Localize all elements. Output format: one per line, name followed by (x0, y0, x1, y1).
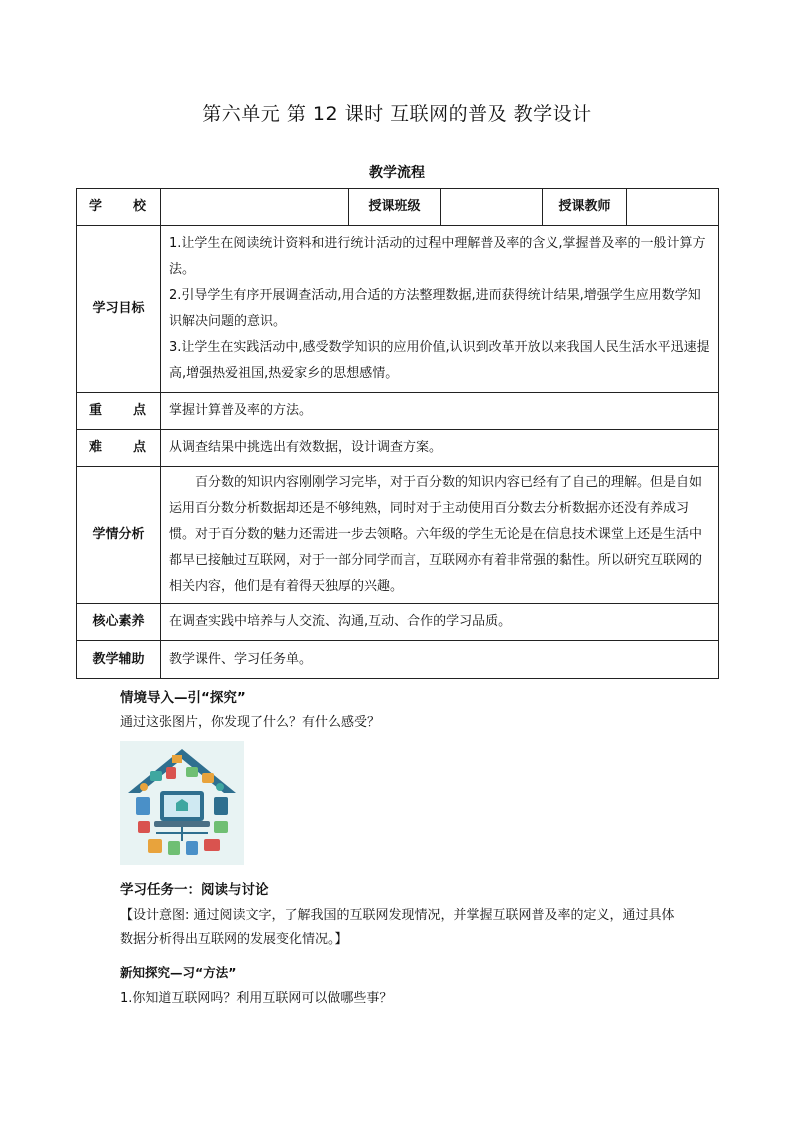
table-row (77, 467, 719, 604)
analysis-label: 学情分析 (77, 467, 161, 604)
analysis-content (161, 467, 719, 604)
school-value (161, 189, 349, 226)
core-label: 核心素养 (77, 604, 161, 641)
new-knowledge-heading: 新知探究—习“方法” (120, 965, 237, 980)
design-intent: 【设计意图: 通过阅读文字，了解我国的互联网发现情况，并掌握互联网普及率的定义，通过具体数据分析得出互联网的发展变化情况。】 (120, 908, 675, 947)
class-label: 授课班级 (349, 189, 441, 226)
table-row (77, 430, 719, 467)
teacher-value (627, 189, 719, 226)
table-row (77, 226, 719, 393)
analysis-text: 百分数的知识内容刚刚学习完毕，对于百分数的知识内容已经有了自己的理解。但是自如运用百分数分析数据却还是不够纯熟，同时对于主动使用百分数去分析数据亦还没有养成习惯。对于百分数的魅力还需进一步去领略。六年级的学生无论是在信息技术课堂上还是生活中都早已接触过互联网，对于一部分同学而言，互联网亦有着非常强的黏性。所以研究互联网的相关内容，他们是有着得天独厚的兴趣。 (169, 475, 703, 594)
class-value (441, 189, 543, 226)
question-1: 1.你知道互联网吗？利用互联网可以做哪些事？ (120, 991, 393, 1006)
goal-item: 3.让学生在实践活动中,感受数学知识的应用价值,认识到改革开放以来我国人民生活水平迅速提高,增强热爱祖国,热爱家乡的思想感情。 (169, 340, 710, 381)
table-row (77, 189, 719, 226)
core-content: 在调查实践中培养与人交流、沟通,互动、合作的学习品质。 (161, 604, 719, 641)
key-label: 重 点 (77, 393, 161, 430)
goals-content (161, 226, 719, 393)
aids-label: 教学辅助 (77, 641, 161, 679)
difficulty-content: 从调查结果中挑选出有效数据，设计调查方案。 (161, 430, 719, 467)
lesson-plan-table (76, 188, 719, 679)
teacher-label: 授课教师 (543, 189, 627, 226)
section-subtitle: 教学流程 (369, 165, 425, 181)
table-row (77, 641, 719, 679)
key-content: 掌握计算普及率的方法。 (161, 393, 719, 430)
intro-heading: 情境导入—引“探究” (120, 690, 246, 706)
goals-label: 学习目标 (77, 226, 161, 393)
house-devices-icon (120, 741, 244, 865)
aids-content: 教学课件、学习任务单。 (161, 641, 719, 679)
table-row (77, 604, 719, 641)
page-title: 第六单元 第 12 课时 互联网的普及 教学设计 (202, 103, 592, 125)
smart-home-illustration (120, 741, 244, 865)
goal-item: 2.引导学生有序开展调查活动,用合适的方法整理数据,进而获得统计结果,增强学生应用数学知识解决问题的意识。 (169, 288, 701, 329)
intro-question: 通过这张图片，你发现了什么？有什么感受？ (120, 715, 381, 730)
goal-item: 1.让学生在阅读统计资料和进行统计活动的过程中理解普及率的含义,掌握普及率的一般计算方法。 (169, 236, 706, 277)
table-row (77, 393, 719, 430)
school-label: 学 校 (77, 189, 161, 226)
difficulty-label: 难 点 (77, 430, 161, 467)
task1-heading: 学习任务一：阅读与讨论 (120, 882, 269, 898)
